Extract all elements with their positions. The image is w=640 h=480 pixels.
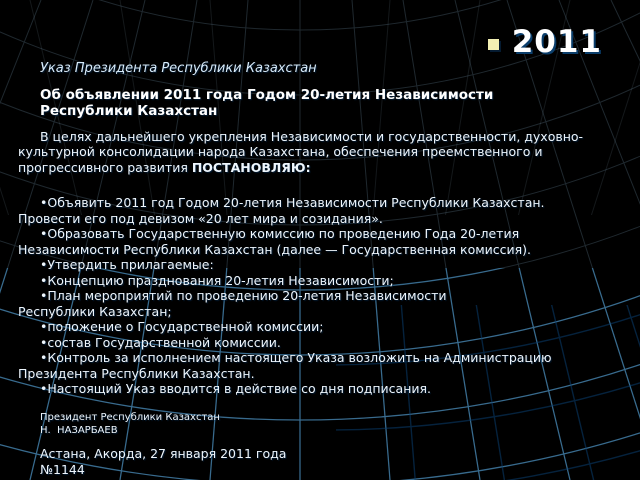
list-item: [18, 273, 588, 289]
list-item-text: План мероприятий по проведению 20-летия Независимости Республики Казахстан;: [18, 288, 447, 319]
bullet-icon: •: [40, 226, 48, 241]
list-item-text: Утвердить прилагаемые:: [47, 257, 214, 272]
decree-source-line: Указ Президента Республики Казахстан: [40, 61, 317, 76]
list-item-text: Образовать Государственную комиссию по проведению Года 20-летия Независимости Республики Казахстан (далее — Государственная комиссия).: [18, 226, 532, 257]
list-item: [18, 195, 588, 226]
decree-preamble: [18, 129, 588, 176]
list-item: [18, 226, 588, 257]
decree-items-list: [18, 195, 588, 397]
bullet-icon: •: [40, 257, 48, 272]
list-item: [18, 350, 588, 381]
signature-position: Президент Республики Казахстан: [40, 411, 220, 423]
list-item-text: Объявить 2011 год Годом 20-летия Независимости Республики Казахстан. Провести его под девизом «20 лет мира и созидания».: [18, 195, 545, 226]
slide-body: [18, 61, 588, 478]
signature-name: Н. НАЗАРБАЕВ: [40, 424, 118, 436]
bullet-icon: •: [40, 350, 48, 365]
bullet-icon: •: [40, 288, 48, 303]
footer-place-date: Астана, Акорда, 27 января 2011 года: [40, 445, 287, 461]
decree-footer: [40, 446, 588, 478]
list-item-text: Концепцию празднования 20-летия Независимости;: [47, 272, 394, 288]
list-item-text: Настоящий Указ вводится в действие со дня подписания.: [47, 381, 431, 396]
list-item-text: положение о Государственной комиссии;: [47, 319, 324, 334]
list-item-text: Контроль за исполнением настоящего Указа возложить на Администрацию Президента Республики Казахстан.: [18, 350, 552, 381]
decree-heading: Об объявлении 2011 года Годом 20-летия Независимости Республики Казахстан: [40, 86, 494, 119]
preamble-text: В целях дальнейшего укрепления Независимости и государственности, духовно-культурной консолидации народа Казахстана, обеспечения преемственного и прогрессивного развития: [18, 128, 584, 175]
list-item: [18, 335, 588, 351]
slide-title-block: [488, 24, 602, 60]
list-item: [18, 319, 588, 335]
list-item-text: состав Государственной комиссии.: [47, 334, 281, 350]
bullet-icon: •: [40, 195, 48, 210]
list-item: [18, 257, 588, 273]
list-item: [18, 381, 588, 397]
bullet-icon: •: [40, 319, 48, 334]
slide-title: 2011: [511, 24, 602, 60]
signature-block: [40, 411, 588, 437]
preamble-emphasis: ПОСТАНОВЛЯЮ:: [191, 159, 311, 175]
footer-number: №1144: [40, 461, 85, 477]
square-bullet-icon: [488, 39, 499, 50]
list-item: [18, 288, 518, 319]
bullet-icon: •: [40, 272, 48, 288]
bullet-icon: •: [40, 334, 48, 350]
bullet-icon: •: [40, 381, 48, 396]
